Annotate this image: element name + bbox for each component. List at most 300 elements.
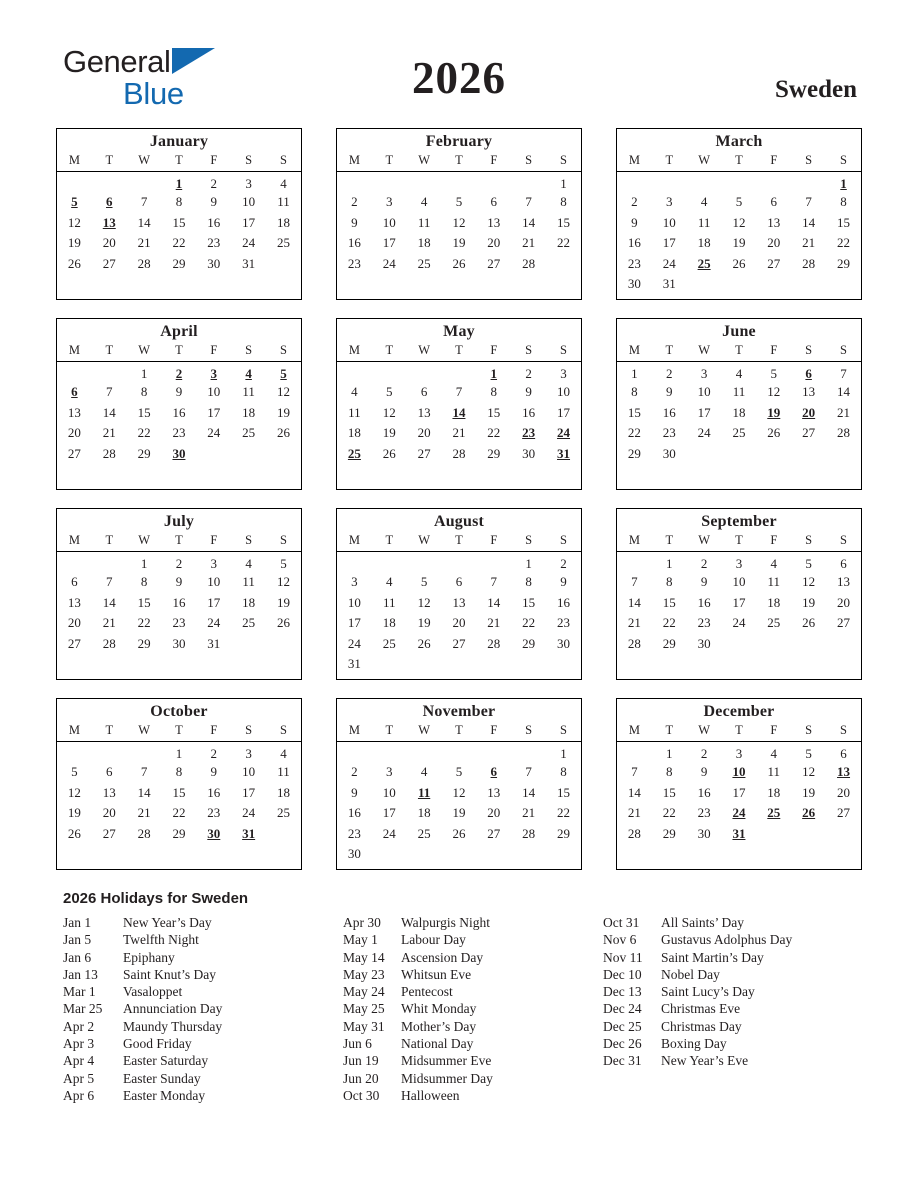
day-cell[interactable]: 26 [417,635,431,651]
day-cell[interactable]: 13 [102,784,116,800]
day-cell[interactable]: 21 [102,425,116,441]
day-cell[interactable]: 1 [560,745,567,761]
day-cell[interactable]: 25 [417,255,431,271]
day-cell[interactable]: 22 [137,615,151,631]
day-cell[interactable]: 13 [67,594,81,610]
holiday-day-cell[interactable]: 10 [732,764,746,780]
day-cell[interactable]: 22 [522,615,536,631]
holiday-day-cell[interactable]: 14 [452,404,466,420]
day-cell[interactable]: 19 [277,594,291,610]
day-cell[interactable]: 27 [837,805,851,821]
day-cell[interactable]: 18 [767,784,781,800]
day-cell[interactable]: 24 [382,255,396,271]
day-cell[interactable]: 25 [382,635,396,651]
holiday-day-cell[interactable]: 6 [71,384,78,400]
day-cell[interactable]: 7 [805,194,812,210]
day-cell[interactable]: 14 [837,384,851,400]
day-cell[interactable]: 2 [631,194,638,210]
day-cell[interactable]: 2 [525,365,532,381]
day-cell[interactable]: 29 [487,445,501,461]
day-cell[interactable]: 6 [106,764,113,780]
day-cell[interactable]: 10 [242,764,256,780]
day-cell[interactable]: 2 [351,764,358,780]
day-cell[interactable]: 7 [490,574,498,590]
holiday-day-cell[interactable]: 4 [245,365,252,381]
day-cell[interactable]: 30 [522,445,536,461]
day-cell[interactable]: 10 [662,214,676,230]
day-cell[interactable]: 11 [767,764,781,780]
day-cell[interactable]: 12 [417,594,431,610]
day-cell[interactable]: 4 [770,555,778,571]
day-cell[interactable]: 22 [172,805,186,821]
day-cell[interactable]: 17 [732,784,746,800]
day-cell[interactable]: 11 [383,594,396,610]
day-cell[interactable]: 2 [351,194,358,210]
day-cell[interactable]: 19 [417,615,431,631]
holiday-day-cell[interactable]: 24 [557,425,571,441]
day-cell[interactable]: 25 [732,425,746,441]
day-cell[interactable]: 19 [452,235,466,251]
day-cell[interactable]: 10 [382,214,396,230]
day-cell[interactable]: 29 [662,825,676,841]
day-cell[interactable]: 23 [697,805,711,821]
day-cell[interactable]: 6 [840,745,847,761]
holiday-day-cell[interactable]: 25 [347,445,361,461]
holiday-day-cell[interactable]: 1 [840,175,847,191]
day-cell[interactable]: 4 [280,175,287,191]
day-cell[interactable]: 17 [382,805,396,821]
day-cell[interactable]: 22 [557,235,571,251]
day-cell[interactable]: 27 [487,255,501,271]
day-cell[interactable]: 18 [277,784,291,800]
day-cell[interactable]: 11 [767,574,781,590]
day-cell[interactable]: 10 [732,574,746,590]
day-cell[interactable]: 8 [140,574,148,590]
day-cell[interactable]: 14 [102,404,116,420]
day-cell[interactable]: 1 [140,365,148,381]
day-cell[interactable]: 14 [522,784,536,800]
day-cell[interactable]: 16 [172,404,186,420]
day-cell[interactable]: 18 [242,404,256,420]
holiday-day-cell[interactable]: 6 [490,764,498,780]
day-cell[interactable]: 11 [277,194,290,210]
day-cell[interactable]: 23 [557,615,571,631]
day-cell[interactable]: 14 [487,594,501,610]
day-cell[interactable]: 4 [245,555,252,571]
day-cell[interactable]: 11 [697,214,711,230]
day-cell[interactable]: 27 [67,635,81,651]
day-cell[interactable]: 21 [487,615,501,631]
day-cell[interactable]: 20 [767,235,781,251]
day-cell[interactable]: 12 [382,404,396,420]
day-cell[interactable]: 19 [732,235,746,251]
day-cell[interactable]: 8 [490,384,498,400]
day-cell[interactable]: 3 [560,365,567,381]
day-cell[interactable]: 31 [207,635,221,651]
day-cell[interactable]: 2 [700,555,708,571]
day-cell[interactable]: 6 [490,194,498,210]
day-cell[interactable]: 24 [662,255,676,271]
day-cell[interactable]: 29 [522,635,536,651]
day-cell[interactable]: 14 [137,214,151,230]
day-cell[interactable]: 29 [172,825,186,841]
day-cell[interactable]: 15 [522,594,536,610]
day-cell[interactable]: 21 [137,235,151,251]
day-cell[interactable]: 4 [420,764,428,780]
day-cell[interactable]: 21 [802,235,816,251]
day-cell[interactable]: 26 [452,255,466,271]
day-cell[interactable]: 27 [802,425,816,441]
day-cell[interactable]: 12 [452,214,466,230]
day-cell[interactable]: 27 [102,825,116,841]
day-cell[interactable]: 27 [417,445,431,461]
day-cell[interactable]: 4 [351,384,358,400]
day-cell[interactable]: 26 [67,825,81,841]
day-cell[interactable]: 20 [452,615,466,631]
day-cell[interactable]: 27 [487,825,501,841]
day-cell[interactable]: 3 [210,555,218,571]
day-cell[interactable]: 4 [770,745,778,761]
day-cell[interactable]: 16 [172,594,186,610]
day-cell[interactable]: 12 [732,214,746,230]
day-cell[interactable]: 28 [522,825,536,841]
day-cell[interactable]: 24 [697,425,711,441]
day-cell[interactable]: 16 [627,235,641,251]
holiday-day-cell[interactable]: 20 [802,404,816,420]
day-cell[interactable]: 28 [627,635,641,651]
day-cell[interactable]: 12 [802,574,816,590]
day-cell[interactable]: 2 [210,175,218,191]
day-cell[interactable]: 4 [735,365,743,381]
day-cell[interactable]: 16 [207,214,221,230]
day-cell[interactable]: 10 [242,194,256,210]
day-cell[interactable]: 26 [277,425,291,441]
day-cell[interactable]: 29 [837,255,851,271]
day-cell[interactable]: 14 [102,594,116,610]
day-cell[interactable]: 6 [71,574,78,590]
day-cell[interactable]: 26 [277,615,291,631]
day-cell[interactable]: 20 [67,615,81,631]
day-cell[interactable]: 10 [347,594,361,610]
day-cell[interactable]: 15 [557,784,571,800]
day-cell[interactable]: 26 [452,825,466,841]
day-cell[interactable]: 28 [137,825,151,841]
day-cell[interactable]: 5 [420,574,428,590]
day-cell[interactable]: 24 [207,615,221,631]
day-cell[interactable]: 28 [837,425,851,441]
day-cell[interactable]: 10 [382,784,396,800]
day-cell[interactable]: 14 [627,784,641,800]
holiday-day-cell[interactable]: 6 [805,365,812,381]
day-cell[interactable]: 20 [487,235,501,251]
day-cell[interactable]: 27 [102,255,116,271]
day-cell[interactable]: 23 [207,235,221,251]
day-cell[interactable]: 21 [627,615,641,631]
day-cell[interactable]: 29 [627,445,641,461]
day-cell[interactable]: 3 [735,555,743,571]
day-cell[interactable]: 28 [487,635,501,651]
day-cell[interactable]: 22 [487,425,501,441]
day-cell[interactable]: 12 [67,784,81,800]
day-cell[interactable]: 30 [207,255,221,271]
day-cell[interactable]: 31 [242,255,256,271]
day-cell[interactable]: 22 [172,235,186,251]
day-cell[interactable]: 23 [347,825,361,841]
day-cell[interactable]: 12 [277,384,291,400]
holiday-day-cell[interactable]: 25 [697,255,711,271]
day-cell[interactable]: 1 [140,555,148,571]
day-cell[interactable]: 19 [67,805,81,821]
day-cell[interactable]: 9 [666,384,673,400]
day-cell[interactable]: 8 [560,764,567,780]
day-cell[interactable]: 17 [242,784,256,800]
day-cell[interactable]: 24 [242,805,256,821]
day-cell[interactable]: 10 [557,384,571,400]
day-cell[interactable]: 9 [351,784,358,800]
day-cell[interactable]: 19 [802,594,816,610]
day-cell[interactable]: 28 [137,255,151,271]
day-cell[interactable]: 9 [525,384,532,400]
day-cell[interactable]: 16 [697,594,711,610]
day-cell[interactable]: 21 [522,235,536,251]
day-cell[interactable]: 7 [631,764,638,780]
day-cell[interactable]: 21 [522,805,536,821]
day-cell[interactable]: 15 [137,404,151,420]
day-cell[interactable]: 5 [455,764,463,780]
day-cell[interactable]: 7 [525,764,532,780]
holiday-day-cell[interactable]: 30 [172,445,186,461]
day-cell[interactable]: 1 [666,555,673,571]
day-cell[interactable]: 11 [242,574,255,590]
day-cell[interactable]: 19 [452,805,466,821]
day-cell[interactable]: 24 [382,825,396,841]
day-cell[interactable]: 8 [560,194,567,210]
day-cell[interactable]: 19 [67,235,81,251]
day-cell[interactable]: 1 [666,745,673,761]
day-cell[interactable]: 23 [627,255,641,271]
holiday-day-cell[interactable]: 3 [210,365,218,381]
day-cell[interactable]: 4 [420,194,428,210]
holiday-day-cell[interactable]: 31 [557,445,571,461]
day-cell[interactable]: 17 [207,404,221,420]
day-cell[interactable]: 2 [700,745,708,761]
day-cell[interactable]: 23 [207,805,221,821]
day-cell[interactable]: 18 [417,235,431,251]
day-cell[interactable]: 21 [137,805,151,821]
day-cell[interactable]: 22 [627,425,641,441]
day-cell[interactable]: 17 [382,235,396,251]
day-cell[interactable]: 2 [560,555,567,571]
day-cell[interactable]: 24 [732,615,746,631]
day-cell[interactable]: 10 [697,384,711,400]
day-cell[interactable]: 18 [382,615,396,631]
day-cell[interactable]: 17 [662,235,676,251]
day-cell[interactable]: 12 [767,384,781,400]
day-cell[interactable]: 9 [175,574,183,590]
day-cell[interactable]: 30 [172,635,186,651]
day-cell[interactable]: 1 [175,745,183,761]
day-cell[interactable]: 25 [767,615,781,631]
day-cell[interactable]: 13 [487,784,501,800]
day-cell[interactable]: 15 [172,784,186,800]
day-cell[interactable]: 7 [140,764,148,780]
day-cell[interactable]: 8 [525,574,532,590]
day-cell[interactable]: 27 [67,445,81,461]
day-cell[interactable]: 7 [455,384,463,400]
day-cell[interactable]: 9 [700,574,708,590]
day-cell[interactable]: 14 [802,214,816,230]
day-cell[interactable]: 30 [627,276,641,292]
day-cell[interactable]: 16 [207,784,221,800]
day-cell[interactable]: 7 [140,194,148,210]
day-cell[interactable]: 7 [106,574,113,590]
day-cell[interactable]: 2 [210,745,218,761]
day-cell[interactable]: 23 [347,255,361,271]
day-cell[interactable]: 31 [347,656,361,672]
day-cell[interactable]: 19 [802,784,816,800]
day-cell[interactable]: 16 [697,784,711,800]
day-cell[interactable]: 26 [767,425,781,441]
day-cell[interactable]: 10 [207,384,221,400]
day-cell[interactable]: 2 [666,365,673,381]
day-cell[interactable]: 20 [67,425,81,441]
day-cell[interactable]: 12 [802,764,816,780]
day-cell[interactable]: 15 [662,594,676,610]
day-cell[interactable]: 21 [837,404,851,420]
day-cell[interactable]: 12 [277,574,291,590]
day-cell[interactable]: 9 [560,574,567,590]
day-cell[interactable]: 15 [627,404,641,420]
day-cell[interactable]: 17 [347,615,361,631]
day-cell[interactable]: 5 [735,194,743,210]
day-cell[interactable]: 19 [277,404,291,420]
day-cell[interactable]: 15 [662,784,676,800]
day-cell[interactable]: 13 [417,404,431,420]
holiday-day-cell[interactable]: 13 [837,764,851,780]
day-cell[interactable]: 11 [348,404,361,420]
day-cell[interactable]: 24 [207,425,221,441]
day-cell[interactable]: 22 [662,805,676,821]
day-cell[interactable]: 29 [137,445,151,461]
day-cell[interactable]: 20 [102,805,116,821]
day-cell[interactable]: 5 [386,384,393,400]
day-cell[interactable]: 18 [767,594,781,610]
day-cell[interactable]: 27 [767,255,781,271]
day-cell[interactable]: 9 [210,764,218,780]
day-cell[interactable]: 20 [102,235,116,251]
holiday-day-cell[interactable]: 1 [490,365,498,381]
day-cell[interactable]: 12 [67,214,81,230]
day-cell[interactable]: 21 [627,805,641,821]
day-cell[interactable]: 16 [557,594,571,610]
holiday-day-cell[interactable]: 13 [102,214,116,230]
day-cell[interactable]: 15 [557,214,571,230]
day-cell[interactable]: 30 [347,846,361,862]
holiday-day-cell[interactable]: 30 [207,825,221,841]
day-cell[interactable]: 20 [837,594,851,610]
day-cell[interactable]: 8 [666,764,673,780]
day-cell[interactable]: 18 [732,404,746,420]
day-cell[interactable]: 28 [802,255,816,271]
day-cell[interactable]: 24 [242,235,256,251]
day-cell[interactable]: 1 [525,555,532,571]
day-cell[interactable]: 15 [137,594,151,610]
day-cell[interactable]: 11 [417,214,431,230]
day-cell[interactable]: 8 [175,764,183,780]
day-cell[interactable]: 13 [802,384,816,400]
day-cell[interactable]: 7 [840,365,847,381]
day-cell[interactable]: 3 [245,745,252,761]
day-cell[interactable]: 23 [697,615,711,631]
day-cell[interactable]: 26 [802,615,816,631]
day-cell[interactable]: 26 [732,255,746,271]
day-cell[interactable]: 3 [386,764,393,780]
day-cell[interactable]: 27 [837,615,851,631]
day-cell[interactable]: 25 [242,425,256,441]
day-cell[interactable]: 23 [172,615,186,631]
day-cell[interactable]: 1 [631,365,638,381]
day-cell[interactable]: 5 [71,764,78,780]
day-cell[interactable]: 7 [525,194,532,210]
day-cell[interactable]: 24 [347,635,361,651]
day-cell[interactable]: 10 [207,574,221,590]
day-cell[interactable]: 3 [666,194,673,210]
day-cell[interactable]: 3 [735,745,743,761]
holiday-day-cell[interactable]: 6 [106,194,113,210]
holiday-day-cell[interactable]: 24 [732,805,746,821]
day-cell[interactable]: 26 [382,445,396,461]
day-cell[interactable]: 5 [770,365,778,381]
day-cell[interactable]: 23 [172,425,186,441]
day-cell[interactable]: 6 [420,384,428,400]
day-cell[interactable]: 16 [522,404,536,420]
day-cell[interactable]: 11 [242,384,255,400]
day-cell[interactable]: 28 [627,825,641,841]
day-cell[interactable]: 17 [557,404,571,420]
day-cell[interactable]: 3 [245,175,252,191]
day-cell[interactable]: 14 [137,784,151,800]
day-cell[interactable]: 13 [837,574,851,590]
day-cell[interactable]: 18 [277,214,291,230]
day-cell[interactable]: 29 [137,635,151,651]
day-cell[interactable]: 8 [666,574,673,590]
day-cell[interactable]: 6 [770,194,778,210]
day-cell[interactable]: 13 [452,594,466,610]
day-cell[interactable]: 12 [452,784,466,800]
day-cell[interactable]: 23 [662,425,676,441]
day-cell[interactable]: 4 [280,745,287,761]
holiday-day-cell[interactable]: 26 [802,805,816,821]
holiday-day-cell[interactable]: 31 [242,825,256,841]
day-cell[interactable]: 22 [662,615,676,631]
day-cell[interactable]: 18 [417,805,431,821]
day-cell[interactable]: 25 [277,805,291,821]
day-cell[interactable]: 15 [487,404,501,420]
holiday-day-cell[interactable]: 1 [175,175,183,191]
day-cell[interactable]: 22 [137,425,151,441]
holiday-day-cell[interactable]: 23 [522,425,536,441]
day-cell[interactable]: 16 [347,235,361,251]
day-cell[interactable]: 25 [277,235,291,251]
day-cell[interactable]: 5 [455,194,463,210]
day-cell[interactable]: 30 [697,825,711,841]
day-cell[interactable]: 17 [207,594,221,610]
day-cell[interactable]: 29 [172,255,186,271]
day-cell[interactable]: 18 [347,425,361,441]
day-cell[interactable]: 29 [662,635,676,651]
day-cell[interactable]: 13 [487,214,501,230]
day-cell[interactable]: 8 [175,194,183,210]
